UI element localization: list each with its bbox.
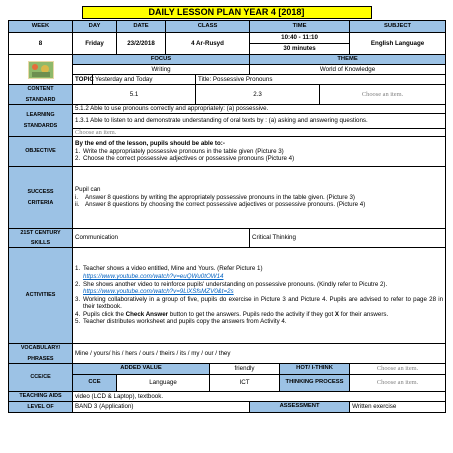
content-standard-value-2: 2.3: [196, 85, 320, 105]
activity-item: 3. Working collaboratively in a group of five, pupils do exercise in Picture 3 and Picture 4. Pupils are advised to refer to page 28 in their textbook.: [75, 295, 444, 311]
book-cover-icon: [28, 61, 54, 79]
activity-1-link[interactable]: https://www.youtube.com/watch?v=euQWu0tOW14: [83, 272, 224, 280]
vocabulary-value: Mine / yours/ his / hers / ours / theirs / its / my / our / they: [73, 344, 446, 364]
header-date-label: DATE: [117, 21, 166, 33]
topic-row: [9, 75, 446, 85]
lesson-plan-table: [8, 20, 446, 413]
lesson-picture: [9, 55, 73, 85]
activities-content: [73, 248, 446, 344]
lesson-plan-page: [8, 6, 445, 413]
activity-item: 2. She shows another video to reinforce pupils' understanding on possessive pronouns. (Kindly refer to Picutre 2). https://www.youtube.com/watch?v=9LlXSfsMZV0&t=2s: [75, 280, 388, 296]
objective-item: 2. Choose the correct possessive adjectives or possessive pronouns (Picture 4): [75, 155, 443, 163]
focus-theme-label-row: [9, 55, 446, 65]
activity-5-text: Teacher distributes worksheet and pupils copy the answers from Activity 4.: [83, 318, 287, 326]
skill-critical-thinking: Critical Thinking: [250, 229, 446, 248]
success-criteria-label: [9, 167, 73, 229]
assessment-value: Written exercise: [350, 402, 446, 413]
activity-4-mid: button to get the answers. Pupils redo the activity if they got: [168, 310, 335, 318]
activity-item: 1. Teacher shows a video entitled, Mine and Yours. (Refer Picture 1) https://www.youtube.com/watch?v=euQWu0tOW14: [75, 265, 263, 280]
topic-label: TOPIC: [73, 75, 93, 85]
activity-4-pre: Pupils click the: [83, 310, 126, 318]
teaching-aids-label: TEACHING AIDS: [9, 392, 73, 402]
success-intro: Pupil can: [75, 186, 101, 194]
vocabulary-label-line2: PHRASES: [27, 355, 54, 362]
header-week-label: WEEK: [9, 21, 73, 33]
duration-value: 30 minutes: [250, 44, 350, 55]
week-value: 8: [9, 33, 73, 55]
learning-standards-label-line1: LEARNING: [26, 111, 55, 118]
objective-label: OBJECTIVE: [9, 137, 73, 167]
success-item: i. Answer 8 questions by writing the appropriately possessive pronouns in the table given. (Picture 3): [75, 194, 443, 202]
learning-standards-row-3: [9, 128, 446, 137]
level-row: [9, 402, 446, 413]
learning-standards-row-1: [9, 105, 446, 114]
vocabulary-label: [9, 344, 73, 364]
assessment-label: ASSESSMENT: [250, 402, 350, 413]
thinking-process-label: THINKING PROCESS: [280, 375, 350, 392]
learning-standards-label-line2: STANDARDS: [23, 122, 58, 129]
activity-item: 4. Pupils click the Check Answer button to get the answers. Pupils redo the activity if they got X for their answers.: [75, 310, 389, 318]
skills-label-line1: 21ST CENTURY: [20, 229, 61, 236]
cce-row-1: [9, 364, 446, 375]
activity-3-text: Working collaboratively in a group of five, pupils do exercise in Picture 3 and Picture 4. Pupils are advised to refer to page 28 in their textbook.: [83, 295, 444, 311]
focus-label: FOCUS: [73, 55, 250, 65]
level-label: LEVEL OF: [9, 402, 73, 413]
vocabulary-row: [9, 344, 446, 364]
skills-label: [9, 229, 73, 248]
content-standard-choose[interactable]: Choose an item.: [320, 85, 446, 105]
learning-standard-1: 5.1.2 Able to use pronouns correctly and appropriately: (a) possessive.: [73, 105, 446, 114]
added-value-friendly: friendly: [210, 364, 280, 375]
content-standard-label-line2: STANDARD: [25, 96, 56, 103]
header-labels-row: [9, 21, 446, 33]
header-day-label: DAY: [73, 21, 117, 33]
activity-2-text: She shows another video to reinforce pupils' understanding on possessive pronouns. (Kindly refer to Picutre 2).: [83, 280, 388, 288]
day-value: Friday: [73, 33, 117, 55]
success-item-text: Answer 8 questions by writing the appropriately possessive pronouns in the table given. (Picture 3): [85, 193, 355, 201]
objective-item-text: Choose the correct possessive adjectives or possessive pronouns (Picture 4): [83, 155, 295, 163]
cce-language: Language: [117, 375, 210, 392]
teaching-aids-row: [9, 392, 446, 402]
objective-intro: By the end of the lesson, pupils should be able to:-: [75, 140, 225, 148]
activity-item: 5. Teacher distributes worksheet and pupils copy the answers from Activity 4.: [75, 318, 443, 326]
skills-row: [9, 229, 446, 248]
activities-label: ACTIVITIES: [9, 248, 73, 344]
objective-content: [73, 137, 446, 167]
topic-value: Yesterday and Today: [93, 75, 196, 85]
activities-row: [9, 248, 446, 344]
time-value: 10:40 - 11:10: [250, 33, 350, 44]
hot-ithink-choose[interactable]: Choose an item.: [350, 364, 446, 375]
cce-sub-label: CCE: [73, 375, 117, 392]
subject-value: English Language: [350, 33, 446, 55]
objective-item-text: Write the appropriately possessive pronouns in the table given (Picture 3): [83, 147, 284, 155]
page-title: DAILY LESSON PLAN YEAR 4 [2018]: [82, 6, 372, 19]
learning-standard-2: 1.3.1 Able to listen to and demonstrate understanding of oral texts by : (a) asking and answering questions.: [73, 113, 446, 128]
cce-row-2: [9, 375, 446, 392]
success-item: ii. Answer 8 questions by choosing the correct possessive adjectives or possessive pronouns. (Picture 4): [75, 201, 443, 209]
level-value: BAND 3 (Application): [73, 402, 250, 413]
topic-title: Title: Possessive Pronouns: [196, 75, 446, 85]
activity-2-link[interactable]: https://www.youtube.com/watch?v=9LlXSfsMZV0&t=2s: [83, 288, 234, 296]
activity-1-text: Teacher shows a video entitled, Mine and Yours. (Refer Picture 1): [83, 265, 263, 273]
success-criteria-row: [9, 167, 446, 229]
activity-4-bold: Check Answer: [125, 310, 169, 318]
focus-theme-value-row: [9, 65, 446, 75]
header-class-label: CLASS: [166, 21, 250, 33]
focus-value: Writing: [73, 65, 250, 75]
success-criteria-label-line1: SUCCESS: [27, 188, 54, 195]
content-standard-value-1: 5.1: [73, 85, 196, 105]
learning-standard-choose[interactable]: Choose an item.: [73, 128, 446, 137]
theme-label: THEME: [250, 55, 446, 65]
class-value: 4 Ar-Rusyd: [166, 33, 250, 55]
thinking-process-choose[interactable]: Choose an item.: [350, 375, 446, 392]
learning-standards-row-2: [9, 113, 446, 128]
header-time-label: TIME: [250, 21, 350, 33]
hot-ithink-label: HOT/ I-THINK: [280, 364, 350, 375]
objective-row: [9, 137, 446, 167]
content-standard-label-line1: CONTENT: [27, 85, 54, 92]
cce-label: CCE/CE: [9, 364, 73, 392]
learning-standards-label: [9, 105, 73, 137]
cce-ict: ICT: [210, 375, 280, 392]
content-standard-row: [9, 85, 446, 105]
activity-4-post: for their answers.: [339, 310, 389, 318]
teaching-aids-value: video (LCD & Laptop), textbook.: [73, 392, 446, 402]
added-value-label: ADDED VALUE: [73, 364, 210, 375]
skill-communication: Communication: [73, 229, 250, 248]
success-criteria-label-line2: CRITERIA: [27, 199, 54, 206]
header-subject-label: SUBJECT: [350, 21, 446, 33]
activity-4-x: X: [334, 310, 340, 318]
header-values-row: [9, 33, 446, 44]
success-criteria-content: [73, 167, 446, 229]
skills-label-line2: SKILLS: [30, 239, 51, 246]
content-standard-label: [9, 85, 73, 105]
success-item-text: Answer 8 questions by choosing the correct possessive adjectives or possessive pronouns. (Picture 4): [85, 201, 366, 209]
vocabulary-label-line1: VOCABULARY/: [20, 344, 61, 351]
objective-item: 1. Write the appropriately possessive pronouns in the table given (Picture 3): [75, 148, 443, 156]
date-value: 23/2/2018: [117, 33, 166, 55]
theme-value: World of Knowledge: [250, 65, 446, 75]
